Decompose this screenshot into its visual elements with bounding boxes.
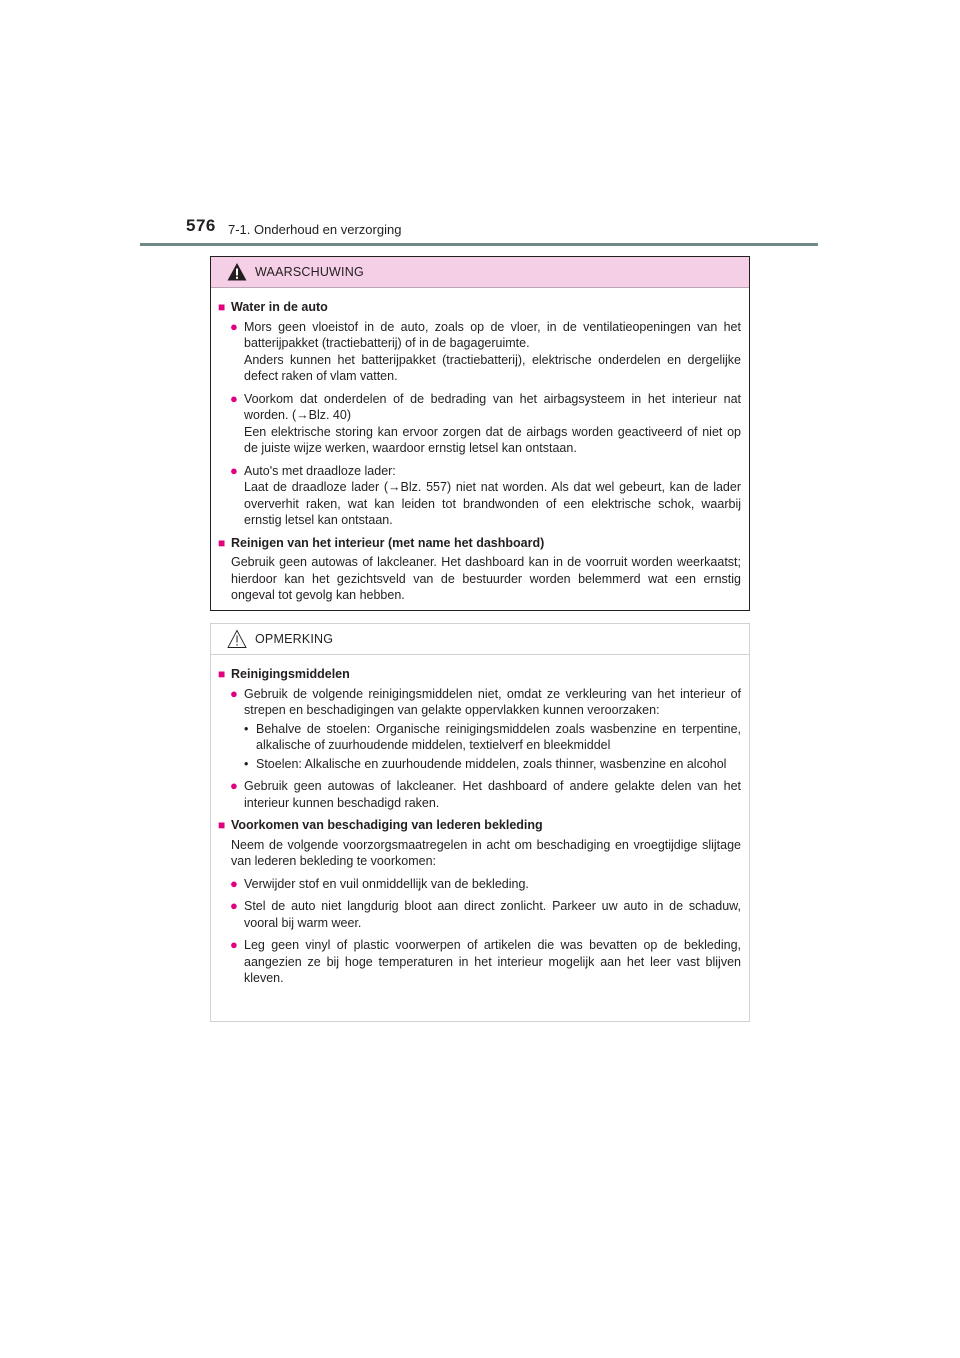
warning-title: WAARSCHUWING bbox=[255, 265, 364, 279]
sub-bullet-text: Stoelen: Alkalische en zuurhoudende middelen, zoals thinner, wasbenzine en alcohol bbox=[256, 756, 727, 771]
warning-triangle-icon bbox=[227, 262, 247, 282]
list-item bbox=[230, 463, 741, 529]
section-heading bbox=[218, 535, 741, 552]
circle-bullet-icon: ● bbox=[230, 778, 238, 793]
paragraph bbox=[231, 554, 741, 604]
bullet-text: Voorkom dat onderdelen of de bedrading van het airbagsysteem in het interieur nat worden. (→Blz. 40) bbox=[244, 391, 741, 422]
heading-text: Reinigingsmiddelen bbox=[231, 667, 350, 681]
square-bullet-icon: ■ bbox=[218, 667, 226, 681]
heading-text: Voorkomen van beschadiging van lederen bekleding bbox=[231, 818, 543, 832]
square-bullet-icon: ■ bbox=[218, 535, 226, 550]
paragraph-text: Gebruik geen autowas of lakcleaner. Het dashboard kan in de voorruit worden weerkaatst; hierdoor kan het gezichtsveld van de bestuurder worden belemmerd wat een ernstig ongeval tot gevolg kan hebben. bbox=[231, 555, 741, 602]
bullet-text: Gebruik de volgende reinigingsmiddelen niet, omdat ze verkleuring van het interieur of strepen en beschadigingen van gelakte oppervlakken kunnen veroorzaken: bbox=[244, 686, 741, 717]
paragraph bbox=[231, 837, 741, 870]
bullet-text: Mors geen vloeistof in de auto, zoals op de vloer, in de ventilatieopeningen van het batterijpakket (tractiebatterij) of in de bagageruimte. bbox=[244, 319, 741, 350]
circle-bullet-icon: ● bbox=[230, 937, 238, 952]
circle-bullet-icon: ● bbox=[230, 875, 238, 891]
square-bullet-icon: ■ bbox=[218, 300, 226, 314]
page-number: 576 bbox=[186, 216, 216, 235]
bullet-text: Anders kunnen het batterijpakket (tractiebatterij), elektrische onderdelen en dergelijke defect raken of vlam vatten. bbox=[244, 352, 741, 383]
list-item bbox=[230, 391, 741, 457]
sub-list-item bbox=[244, 721, 741, 754]
list-item bbox=[230, 686, 741, 719]
section-heading bbox=[218, 817, 741, 834]
note-header bbox=[211, 624, 749, 655]
sub-bullet-icon: • bbox=[244, 721, 249, 736]
section-heading bbox=[218, 299, 741, 316]
list-item bbox=[230, 937, 741, 987]
circle-bullet-icon: ● bbox=[230, 462, 238, 478]
bullet-text: Leg geen vinyl of plastic voorwerpen of artikelen die was bevatten op de bekleding, aangezien ze bij hoge temperaturen in het interieur mogelijk aan het leer vast blijven kleven. bbox=[244, 938, 741, 985]
sub-bullet-text: Behalve de stoelen: Organische reinigingsmiddelen zoals wasbenzine en terpentine, alkalische of zuurhoudende middelen, textielverf en bleekmiddel bbox=[256, 721, 741, 752]
heading-text: Water in de auto bbox=[231, 300, 328, 314]
circle-bullet-icon: ● bbox=[230, 390, 238, 406]
list-item bbox=[230, 778, 741, 811]
note-box bbox=[210, 623, 750, 1022]
list-item bbox=[230, 876, 741, 893]
warning-header bbox=[211, 257, 749, 288]
paragraph-text: Neem de volgende voorzorgsmaatregelen in acht om beschadiging en vroegtijdige slijtage van lederen bekleding te voorkomen: bbox=[231, 837, 741, 868]
list-item bbox=[230, 898, 741, 931]
note-title: OPMERKING bbox=[255, 632, 334, 646]
header-rule bbox=[140, 243, 818, 246]
note-body bbox=[211, 655, 749, 987]
bullet-text: Stel de auto niet langdurig bloot aan direct zonlicht. Parkeer uw auto in de schaduw, vooral bij warm weer. bbox=[244, 899, 741, 930]
section-title: 7-1. Onderhoud en verzorging bbox=[228, 222, 402, 237]
section-heading bbox=[218, 666, 741, 683]
sub-bullet-icon: • bbox=[244, 756, 249, 771]
bullet-text: Laat de draadloze lader (→Blz. 557) niet nat worden. Als dat wel gebeurt, kan de lader oververhit raken, wat kan leiden tot brandwonden of een elektrische schok, waarbij ernstig letsel kan ontstaan. bbox=[244, 480, 741, 527]
bullet-text: Auto's met draadloze lader: bbox=[244, 463, 396, 478]
sub-list-item bbox=[244, 756, 741, 773]
bullet-text: Gebruik geen autowas of lakcleaner. Het dashboard of andere gelakte delen van het interieur kunnen beschadigd raken. bbox=[244, 779, 741, 810]
caution-triangle-outline-icon bbox=[227, 629, 247, 649]
heading-text: Reinigen van het interieur (met name het dashboard) bbox=[231, 535, 545, 550]
warning-box bbox=[210, 256, 750, 611]
list-item bbox=[230, 319, 741, 385]
circle-bullet-icon: ● bbox=[230, 898, 238, 913]
bullet-text: Verwijder stof en vuil onmiddellijk van de bekleding. bbox=[244, 876, 529, 891]
warning-body bbox=[211, 288, 749, 604]
square-bullet-icon: ■ bbox=[218, 818, 226, 832]
bullet-text: Een elektrische storing kan ervoor zorgen dat de airbags worden geactiveerd of niet op de juiste wijze werken, waardoor ernstig letsel kan ontstaan. bbox=[244, 424, 741, 455]
circle-bullet-icon: ● bbox=[230, 685, 238, 701]
circle-bullet-icon: ● bbox=[230, 318, 238, 334]
